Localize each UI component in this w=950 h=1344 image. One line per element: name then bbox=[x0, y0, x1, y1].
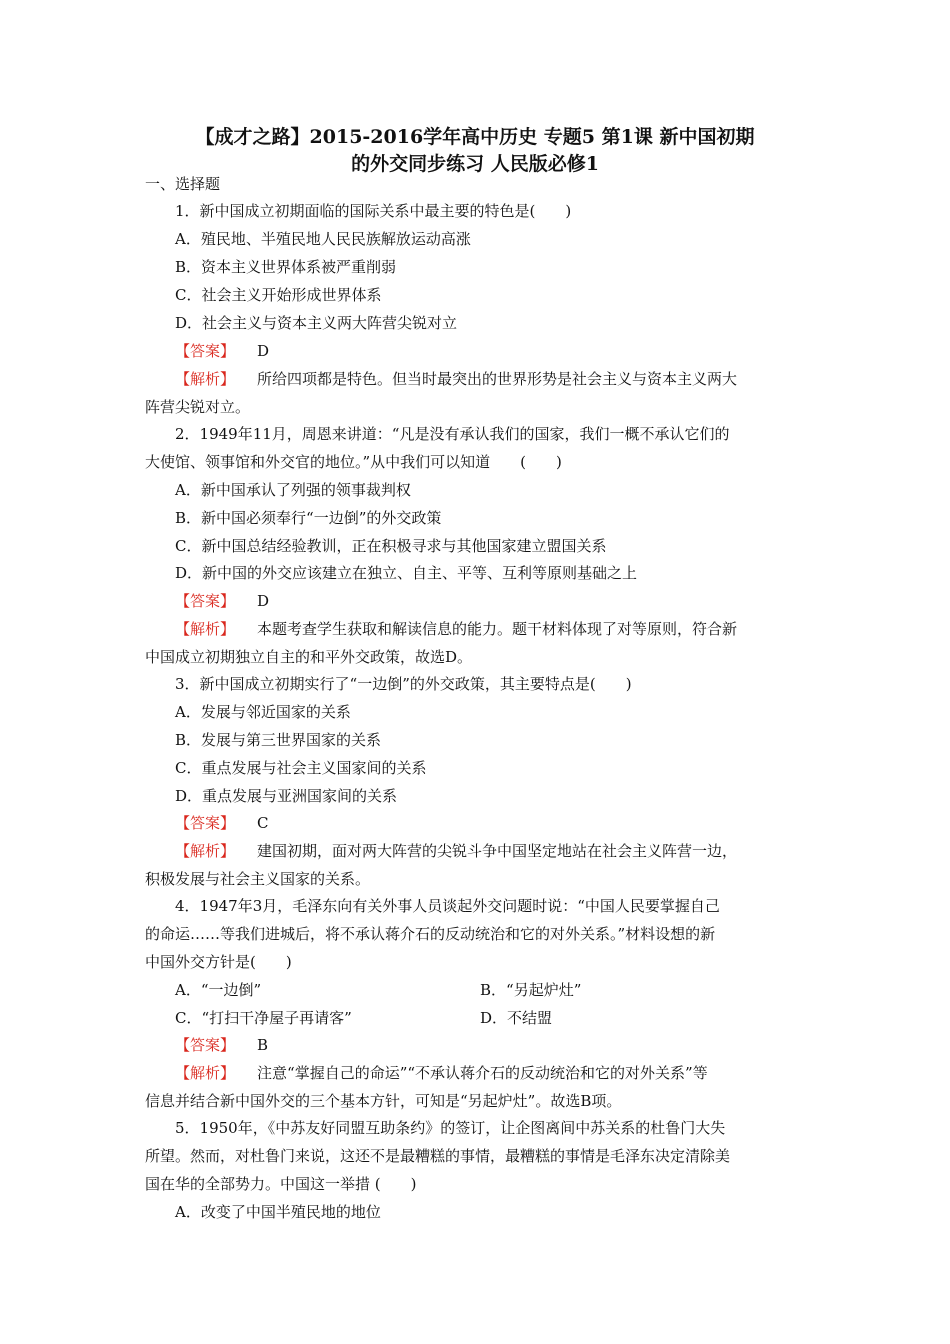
answer-tag: 【 答案 】 bbox=[175, 814, 235, 832]
section-heading: 一、选择题 bbox=[145, 175, 221, 193]
q4-answer-value: B bbox=[257, 1036, 269, 1054]
q3-option-d: D．重点发展与亚洲国家间的关系 bbox=[175, 787, 398, 805]
q2-option-d: D．新中国的外交应该建立在独立、自主、平等、互利等原则基础之上 bbox=[175, 564, 638, 582]
q2-stem-1: 2．1949年11月，周恩来讲道：“凡是没有承认我们的国家，我们一概不承认它们的 bbox=[175, 425, 730, 443]
q1-analysis-text-1: 所给四项都是特色。但当时最突出的世界形势是社会主义与资本主义两大 bbox=[257, 370, 738, 388]
document-title-line-1: 【成才之路】2015-2016学年高中历史 专题5 第1课 新中国初期 bbox=[195, 126, 755, 148]
q5-stem-3: 国在华的全部势力。中国这一举措 ( ) bbox=[145, 1175, 417, 1193]
q3-answer bbox=[175, 813, 269, 833]
answer-tag: 【 答案 】 bbox=[175, 342, 235, 360]
q3-answer-value: C bbox=[257, 814, 269, 832]
q3-analysis bbox=[175, 841, 737, 861]
q4-stem-2: 的命运……等我们进城后，将不承认蒋介石的反动统治和它的对外关系。”材料设想的新 bbox=[145, 925, 716, 943]
q1-answer bbox=[175, 341, 269, 361]
q3-analysis-text-1: 建国初期，面对两大阵营的尖锐斗争中国坚定地站在社会主义阵营一边， bbox=[257, 842, 738, 860]
analysis-tag: 【 解析 】 bbox=[175, 370, 235, 388]
q3-analysis-text-2: 积极发展与社会主义国家的关系。 bbox=[145, 870, 371, 888]
q5-option-a: A．改变了中国半殖民地的地位 bbox=[175, 1203, 381, 1221]
q2-stem-2: 大使馆、领事馆和外交官的地位。”从中我们可以知道 ( ) bbox=[145, 453, 562, 471]
q3-option-c: C．重点发展与社会主义国家间的关系 bbox=[175, 759, 427, 777]
q2-answer-value: D bbox=[257, 592, 270, 610]
q2-option-c: C．新中国总结经验教训，正在积极寻求与其他国家建立盟国关系 bbox=[175, 537, 607, 555]
q1-stem: 1．新中国成立初期面临的国际关系中最主要的特色是( ) bbox=[175, 202, 572, 220]
analysis-tag: 【 解析 】 bbox=[175, 1064, 235, 1082]
q5-stem-2: 所望。然而，对杜鲁门来说，这还不是最糟糕的事情，最糟糕的事情是毛泽东决定清除美 bbox=[145, 1147, 731, 1165]
q4-analysis-text-1: 注意“掌握自己的命运”“不承认蒋介石的反动统治和它的对外关系”等 bbox=[257, 1064, 708, 1082]
q4-analysis bbox=[175, 1063, 708, 1083]
answer-tag: 【 答案 】 bbox=[175, 1036, 235, 1054]
q4-analysis-text-2: 信息并结合新中国外交的三个基本方针，可知是“另起炉灶”。故选B项。 bbox=[145, 1092, 622, 1110]
q1-option-c: C．社会主义开始形成世界体系 bbox=[175, 286, 382, 304]
q2-analysis bbox=[175, 619, 737, 639]
q1-analysis-text-2: 阵营尖锐对立。 bbox=[145, 398, 251, 416]
q3-option-a: A．发展与邻近国家的关系 bbox=[175, 703, 351, 721]
analysis-tag: 【 解析 】 bbox=[175, 842, 235, 860]
answer-tag: 【 答案 】 bbox=[175, 592, 235, 610]
q1-option-d: D．社会主义与资本主义两大阵营尖锐对立 bbox=[175, 314, 458, 332]
document-title-line-2: 的外交同步练习 人民版必修1 bbox=[351, 153, 599, 175]
q2-answer bbox=[175, 591, 269, 611]
analysis-tag: 【 解析 】 bbox=[175, 620, 235, 638]
q3-option-b: B．发展与第三世界国家的关系 bbox=[175, 731, 382, 749]
q5-stem-1: 5．1950年，《中苏友好同盟互助条约》的签订，让企图离间中苏关系的杜鲁门大失 bbox=[175, 1119, 726, 1137]
q1-option-b: B．资本主义世界体系被严重削弱 bbox=[175, 258, 397, 276]
q1-option-a: A．殖民地、半殖民地人民民族解放运动高涨 bbox=[175, 230, 471, 248]
q1-answer-value: D bbox=[257, 342, 270, 360]
q2-analysis-text-2: 中国成立初期独立自主的和平外交政策，故选D。 bbox=[145, 648, 473, 666]
q4-option-d: D．不结盟 bbox=[480, 1009, 553, 1027]
q4-option-a: A．“一边倒” bbox=[175, 981, 262, 999]
q2-option-a: A．新中国承认了列强的领事裁判权 bbox=[175, 481, 411, 499]
q3-stem: 3．新中国成立初期实行了“一边倒”的外交政策，其主要特点是( ) bbox=[175, 675, 632, 693]
q4-option-b: B．“另起炉灶” bbox=[480, 981, 582, 999]
q4-stem-1: 4．1947年3月，毛泽东向有关外事人员谈起外交问题时说：“中国人民要掌握自己 bbox=[175, 897, 720, 915]
q1-analysis bbox=[175, 369, 737, 389]
q4-answer bbox=[175, 1035, 268, 1055]
q4-option-c: C．“打扫干净屋子再请客” bbox=[175, 1009, 352, 1027]
q2-option-b: B．新中国必须奉行“一边倒”的外交政策 bbox=[175, 509, 442, 527]
q2-analysis-text-1: 本题考查学生获取和解读信息的能力。题干材料体现了对等原则，符合新 bbox=[257, 620, 738, 638]
q4-stem-3: 中国外交方针是( ) bbox=[145, 953, 292, 971]
